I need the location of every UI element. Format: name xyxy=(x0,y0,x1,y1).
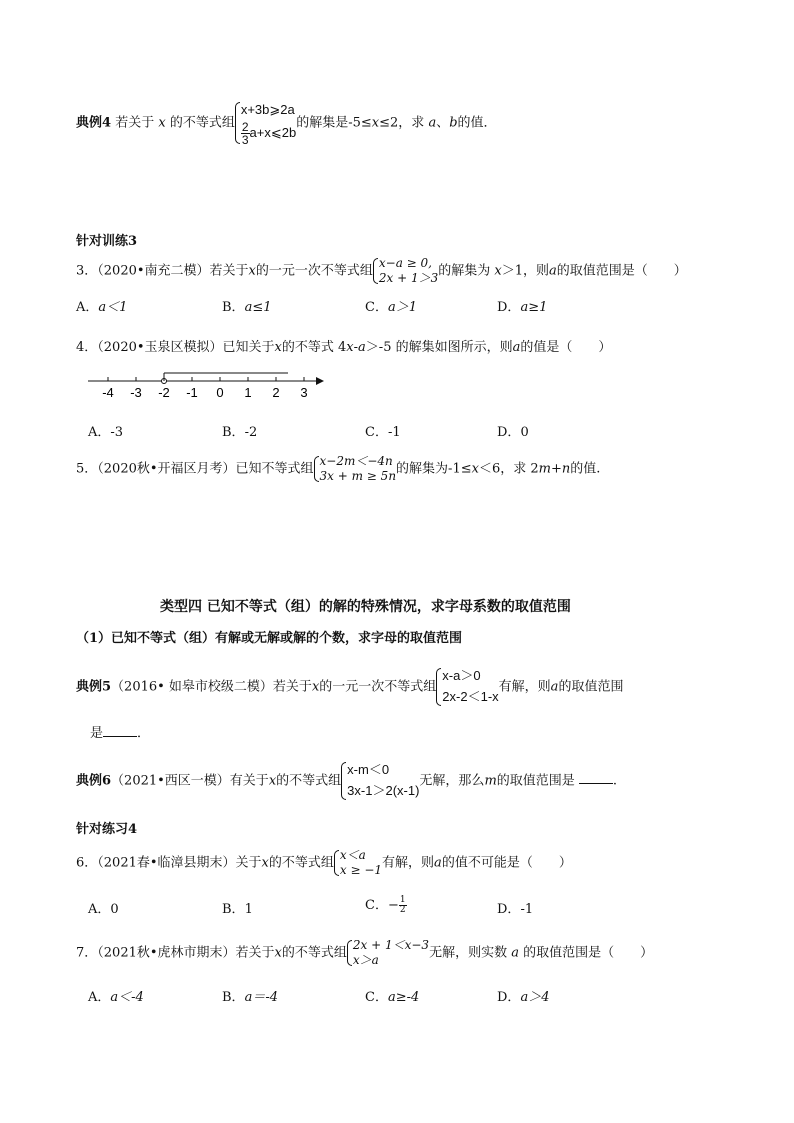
section-heading: 针对练习4 xyxy=(76,822,138,837)
option-d[interactable]: D．a＞4 xyxy=(497,990,550,1005)
example-4: 典例4 若关于 x 的不等式组 x+3b⩾2a $\frac{2}{3}$ a+x⩽2b 的解集是-5≤x≤2，求 a、b的值． xyxy=(76,102,497,147)
option-c[interactable]: C．a≥-4 xyxy=(365,990,420,1005)
answer-blank[interactable] xyxy=(103,735,137,737)
inequality-system: x＜a x ≥ −1 xyxy=(334,848,382,878)
tick-label: -2 xyxy=(158,385,170,399)
option-d[interactable]: D．0 xyxy=(497,425,529,440)
tick-label: 3 xyxy=(300,385,308,399)
inequality-system: 2x + 1＜x−3 x＞a xyxy=(347,938,429,968)
inequality-system: x-a＞0 2x-2＜1-x xyxy=(436,666,498,708)
option-b[interactable]: B．1 xyxy=(222,902,253,917)
number-line xyxy=(88,363,328,399)
tick-label: -3 xyxy=(130,385,142,399)
example-label: 典例4 xyxy=(76,115,112,131)
section-title: 类型四 已知不等式（组）的解的特殊情况，求字母系数的取值范围 xyxy=(160,599,571,615)
section-heading: 针对训练3 xyxy=(76,234,138,249)
inequality-system: x−a ≥ 0, 2x + 1＞3 xyxy=(373,256,438,286)
option-a[interactable]: A．a＜-4 xyxy=(88,990,144,1005)
example-5-line2: 是 ． xyxy=(90,726,151,741)
question-5: 5．（2020秋•开福区月考）已知不等式组 x−2m＜−4n 3x + m ≥ 5n 的解集为-1≤x＜6，求 2m+n的值. xyxy=(76,454,601,483)
inequality-system: x+3b⩾2a $\frac{2}{3}$ a+x⩽2b xyxy=(235,100,296,146)
option-d[interactable]: D．a≥1 xyxy=(497,300,548,315)
option-d[interactable]: D．-1 xyxy=(497,902,534,917)
option-b[interactable]: B．a＝-4 xyxy=(222,990,278,1005)
answer-blank[interactable] xyxy=(579,782,613,784)
tick-label: 1 xyxy=(244,385,252,399)
tick-label: -1 xyxy=(186,385,198,399)
inequality-system: x−2m＜−4n 3x + m ≥ 5n xyxy=(314,454,397,484)
tick-label: 0 xyxy=(216,385,224,399)
option-a[interactable]: A．-3 xyxy=(88,425,124,440)
axis-arrow xyxy=(316,377,324,385)
option-c[interactable]: C．-1 xyxy=(365,425,401,440)
question-7: 7．（2021秋•虎林市期末）若关于x的不等式组 2x + 1＜x−3 x＞a 无解，则实数 a 的取值范围是（ ） xyxy=(76,938,654,967)
option-a[interactable]: A．a＜1 xyxy=(76,300,128,315)
option-c[interactable]: C．a＞1 xyxy=(365,300,417,315)
inequality-system: x-m＜0 3x-1＞2(x-1) xyxy=(341,760,419,802)
option-b[interactable]: B．-2 xyxy=(222,425,258,440)
example-5: 典例5（2016• 如皋市校级二模）若关于x的一元一次不等式组 x-a＞0 2x-2＜1-x 有解，则a的取值范围 xyxy=(76,666,623,708)
question-4: 4．（2020•玉泉区模拟）已知关于x的不等式 4x-a＞-5 的解集如图所示，则a的值是（ ） xyxy=(76,340,612,355)
question-3: 3．（2020•南充二模）若关于x的一元一次不等式组 x−a ≥ 0, 2x + 1＞3 的解集为 x＞1，则a的取值范围是（ ） xyxy=(76,256,687,285)
tick-label: -4 xyxy=(102,385,114,399)
example-6: 典例6（2021•西区一模）有关于x的不等式组 x-m＜0 3x-1＞2(x-1) 无解，那么m的取值范围是 . xyxy=(76,760,617,802)
tick-label: 2 xyxy=(272,385,280,399)
option-b[interactable]: B．a≤1 xyxy=(222,300,272,315)
question-6: 6．（2021春•临漳县期末）关于x的不等式组 x＜a x ≥ −1 有解，则a的值不可能是（ ） xyxy=(76,848,572,877)
subsection-title: （1）已知不等式（组）有解或无解或解的个数，求字母的取值范围 xyxy=(76,631,463,646)
option-a[interactable]: A．0 xyxy=(88,902,119,917)
option-c[interactable]: C．− $\frac{1}{2}$ xyxy=(365,895,406,915)
